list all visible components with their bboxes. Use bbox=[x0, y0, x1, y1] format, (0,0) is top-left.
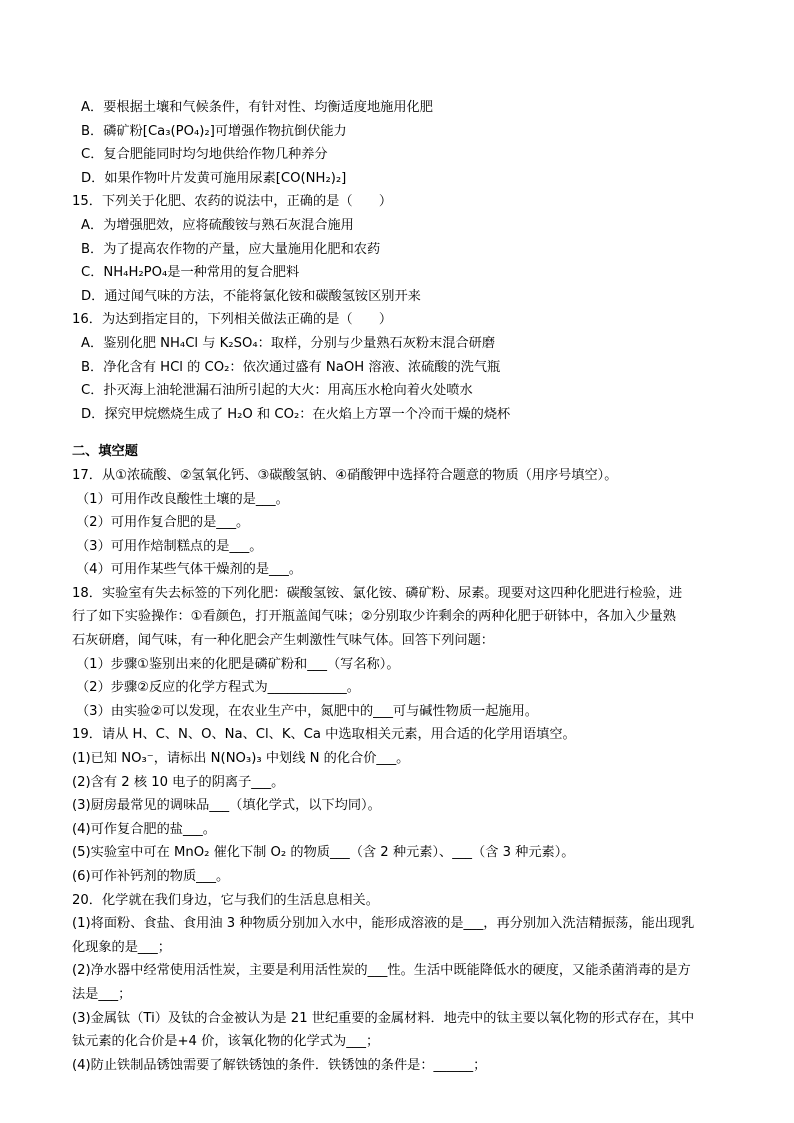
question-16 bbox=[72, 308, 732, 426]
q16-option-a: A．鉴别化肥 NH₄Cl 与 K₂SO₄：取样，分别与少量熟石灰粉末混合研磨 bbox=[81, 335, 496, 351]
q17-item-2: （2）可用作复合肥的是___。 bbox=[76, 515, 250, 531]
q20-item-4-line-1: (4)防止铁制品锈蚀需要了解铁锈蚀的条件．铁锈蚀的条件是：______； bbox=[72, 1057, 487, 1073]
q20-item-2-line-1: (2)净水器中经常使用活性炭，主要是利用活性炭的___性。生活中既能降低水的硬度，又能杀菌消毒的是方 bbox=[72, 963, 691, 979]
section-spacer bbox=[72, 426, 732, 438]
q18-stem-line-1: 18．实验室有失去标签的下列化肥：碳酸氢铵、氯化铵、磷矿粉、尿素。现要对这四种化肥进行检验，进 bbox=[72, 585, 683, 601]
exam-content bbox=[72, 96, 732, 1077]
q14-option-d: D．如果作物叶片发黄可施用尿素[CO(NH₂)₂] bbox=[81, 170, 347, 186]
q19-item-1: (1)已知 NO₃⁻，请标出 N(NO₃)₃ 中划线 N 的化合价___。 bbox=[72, 751, 410, 767]
q14-option-a: A．要根据土壤和气候条件，有针对性、均衡适度地施用化肥 bbox=[81, 100, 433, 115]
q19-item-4: (4)可作复合肥的盐___。 bbox=[72, 821, 216, 837]
question-17 bbox=[72, 464, 732, 582]
q18-item-1: （1）步骤①鉴别出来的化肥是磷矿粉和___（写名称）。 bbox=[76, 656, 400, 672]
q19-item-2: (2)含有 2 核 10 电子的阴离子___。 bbox=[72, 774, 285, 790]
q20-item-2-line-2: 法是___； bbox=[72, 986, 132, 1002]
question-15 bbox=[72, 190, 732, 308]
q15-option-a: A．为增强肥效，应将硫酸铵与熟石灰混合施用 bbox=[81, 217, 354, 233]
q15-option-c: C．NH₄H₂PO₄是一种常用的复合肥料 bbox=[81, 265, 300, 281]
q15-stem: 15．下列关于化肥、农药的说法中，正确的是（ ） bbox=[72, 194, 393, 210]
q20-item-1-line-2: 化现象的是___； bbox=[72, 939, 171, 955]
q18-stem-line-3: 石灰研磨，闻气味，有一种化肥会产生刺激性气味气体。回答下列问题： bbox=[72, 633, 494, 649]
q18-stem-line-2: 行了如下实验操作：①看颜色，打开瓶盖闻气味；②分别取少许剩余的两种化肥于研钵中，各加入少量熟 bbox=[72, 609, 676, 625]
q17-item-3: （3）可用作焙制糕点的是___。 bbox=[76, 538, 263, 554]
q17-item-4: （4）可用作某些气体干燥剂的是___。 bbox=[76, 562, 302, 578]
q14-option-c: C．复合肥能同时均匀地供给作物几种养分 bbox=[81, 147, 328, 163]
question-20 bbox=[72, 889, 732, 1078]
q20-item-3-line-1: (3)金属钛（Ti）及钛的合金被认为是 21 世纪重要的金属材料．地壳中的钛主要以氧化物的形式存在，其中 bbox=[72, 1010, 695, 1026]
q19-item-3: (3)厨房最常见的调味品___（填化学式，以下均同）。 bbox=[72, 798, 381, 814]
section-title: 二、填空题 bbox=[72, 444, 138, 460]
q18-item-2: （2）步骤②反应的化学方程式为____________。 bbox=[76, 680, 360, 696]
q20-stem: 20．化学就在我们身边，它与我们的生活息息相关。 bbox=[72, 892, 379, 908]
q16-stem: 16．为达到指定目的，下列相关做法正确的是（ ） bbox=[72, 312, 393, 328]
q19-item-6: (6)可作补钙剂的物质___。 bbox=[72, 869, 230, 884]
q20-item-1-line-1: (1)将面粉、食盐、食用油 3 种物质分别加入水中，能形成溶液的是___，再分别加入洗洁精振荡，能出现乳 bbox=[72, 916, 695, 932]
q19-item-5: (5)实验室中可在 MnO₂ 催化下制 O₂ 的物质___（含 2 种元素）、___（含 3 种元素）。 bbox=[72, 845, 575, 861]
q20-item-3-line-2: 钛元素的化合价是+4 价，该氧化物的化学式为___； bbox=[72, 1034, 380, 1050]
q15-option-d: D．通过闻气味的方法，不能将氯化铵和碳酸氢铵区别开来 bbox=[81, 288, 421, 304]
q17-stem: 17．从①浓硫酸、②氢氧化钙、③碳酸氢钠、④硝酸钾中选择符合题意的物质（用序号填空）。 bbox=[72, 467, 618, 483]
q17-item-1: （1）可用作改良酸性土壤的是___。 bbox=[76, 491, 289, 507]
question-19 bbox=[72, 723, 732, 888]
question-18 bbox=[72, 582, 732, 724]
q18-item-3: （3）由实验②可以发现，在农业生产中，氮肥中的___可与碱性物质一起施用。 bbox=[76, 703, 538, 719]
q15-option-b: B．为了提高农作物的产量，应大量施用化肥和农药 bbox=[81, 241, 381, 257]
q16-option-d: D．探究甲烷燃烧生成了 H₂O 和 CO₂：在火焰上方罩一个冷而干燥的烧杯 bbox=[81, 406, 511, 422]
q16-option-c: C．扑灭海上油轮泄漏石油所引起的大火：用高压水枪向着火处喷水 bbox=[81, 383, 473, 399]
q16-option-b: B．净化含有 HCl 的 CO₂：依次通过盛有 NaOH 溶液、浓硫酸的洗气瓶 bbox=[81, 359, 501, 375]
q14-option-b: B．磷矿粉[Ca₃(PO₄)₂]可增强作物抗倒伏能力 bbox=[81, 123, 347, 139]
q14-options bbox=[72, 96, 732, 190]
q19-stem: 19．请从 H、C、N、O、Na、Cl、K、Ca 中选取相关元素，用合适的化学用语填空。 bbox=[72, 727, 576, 743]
